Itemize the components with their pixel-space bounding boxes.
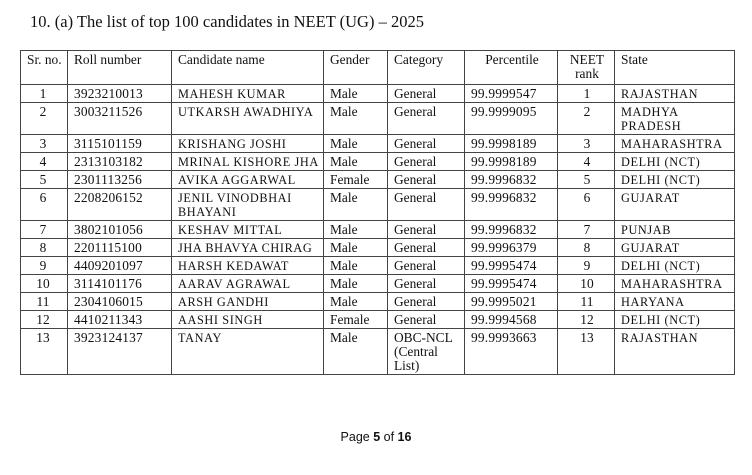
table-header-row bbox=[21, 51, 735, 85]
candidate-name-cell: AASHI SINGH bbox=[172, 311, 324, 329]
page-total: 16 bbox=[397, 430, 412, 444]
gender-cell: Male bbox=[324, 329, 388, 375]
roll-number-cell: 4410211343 bbox=[68, 311, 172, 329]
neet-rank-cell: 2 bbox=[558, 103, 615, 135]
percentile-cell: 99.9996832 bbox=[465, 171, 558, 189]
category-cell: OBC-NCL (Central List) bbox=[388, 329, 465, 375]
sr-no-cell: 5 bbox=[21, 171, 68, 189]
column-header-gender: Gender bbox=[324, 51, 388, 85]
candidate-name-cell: KESHAV MITTAL bbox=[172, 221, 324, 239]
column-header-neet-rank: NEET rank bbox=[558, 51, 615, 85]
state-cell: DELHI (NCT) bbox=[615, 311, 735, 329]
gender-cell: Male bbox=[324, 153, 388, 171]
column-header-category: Category bbox=[388, 51, 465, 85]
page-footer bbox=[0, 430, 752, 444]
sr-no-cell: 6 bbox=[21, 189, 68, 221]
category-cell: General bbox=[388, 221, 465, 239]
column-header-sr-no: Sr. no. bbox=[21, 51, 68, 85]
neet-rank-cell: 12 bbox=[558, 311, 615, 329]
sr-no-cell: 7 bbox=[21, 221, 68, 239]
gender-cell: Male bbox=[324, 293, 388, 311]
table-row bbox=[21, 85, 735, 103]
candidate-name-cell: KRISHANG JOSHI bbox=[172, 135, 324, 153]
page-current: 5 bbox=[373, 430, 381, 444]
state-cell: DELHI (NCT) bbox=[615, 171, 735, 189]
candidates-table bbox=[20, 50, 735, 375]
candidate-name-cell: MRINAL KISHORE JHA bbox=[172, 153, 324, 171]
category-cell: General bbox=[388, 257, 465, 275]
neet-rank-cell: 5 bbox=[558, 171, 615, 189]
column-header-roll-number: Roll number bbox=[68, 51, 172, 85]
sr-no-cell: 4 bbox=[21, 153, 68, 171]
roll-number-cell: 2201115100 bbox=[68, 239, 172, 257]
neet-rank-cell: 6 bbox=[558, 189, 615, 221]
percentile-cell: 99.9996832 bbox=[465, 189, 558, 221]
sr-no-cell: 9 bbox=[21, 257, 68, 275]
table-row bbox=[21, 239, 735, 257]
percentile-cell: 99.9995021 bbox=[465, 293, 558, 311]
state-cell: DELHI (NCT) bbox=[615, 153, 735, 171]
percentile-cell: 99.9993663 bbox=[465, 329, 558, 375]
table-row bbox=[21, 257, 735, 275]
gender-cell: Male bbox=[324, 221, 388, 239]
table-row bbox=[21, 329, 735, 375]
page-label: Page bbox=[340, 430, 374, 444]
neet-rank-cell: 3 bbox=[558, 135, 615, 153]
roll-number-cell: 3115101159 bbox=[68, 135, 172, 153]
candidate-name-cell: AVIKA AGGARWAL bbox=[172, 171, 324, 189]
sr-no-cell: 3 bbox=[21, 135, 68, 153]
gender-cell: Male bbox=[324, 275, 388, 293]
percentile-cell: 99.9998189 bbox=[465, 153, 558, 171]
category-cell: General bbox=[388, 153, 465, 171]
gender-cell: Male bbox=[324, 239, 388, 257]
roll-number-cell: 3923210013 bbox=[68, 85, 172, 103]
state-cell: MAHARASHTRA bbox=[615, 275, 735, 293]
sr-no-cell: 8 bbox=[21, 239, 68, 257]
state-cell: MADHYA PRADESH bbox=[615, 103, 735, 135]
percentile-cell: 99.9999547 bbox=[465, 85, 558, 103]
percentile-cell: 99.9995474 bbox=[465, 257, 558, 275]
column-header-state: State bbox=[615, 51, 735, 85]
state-cell: GUJARAT bbox=[615, 239, 735, 257]
category-cell: General bbox=[388, 311, 465, 329]
table-row bbox=[21, 189, 735, 221]
table-row bbox=[21, 275, 735, 293]
gender-cell: Female bbox=[324, 311, 388, 329]
category-cell: General bbox=[388, 103, 465, 135]
candidate-name-cell: ARSH GANDHI bbox=[172, 293, 324, 311]
category-cell: General bbox=[388, 85, 465, 103]
table-row bbox=[21, 221, 735, 239]
gender-cell: Male bbox=[324, 189, 388, 221]
category-cell: General bbox=[388, 171, 465, 189]
percentile-cell: 99.9995474 bbox=[465, 275, 558, 293]
neet-rank-cell: 9 bbox=[558, 257, 615, 275]
category-cell: General bbox=[388, 189, 465, 221]
neet-rank-cell: 13 bbox=[558, 329, 615, 375]
percentile-cell: 99.9996832 bbox=[465, 221, 558, 239]
percentile-cell: 99.9999095 bbox=[465, 103, 558, 135]
state-cell: GUJARAT bbox=[615, 189, 735, 221]
roll-number-cell: 3923124137 bbox=[68, 329, 172, 375]
gender-cell: Male bbox=[324, 135, 388, 153]
sr-no-cell: 10 bbox=[21, 275, 68, 293]
neet-rank-cell: 4 bbox=[558, 153, 615, 171]
category-cell: General bbox=[388, 275, 465, 293]
state-cell: RAJASTHAN bbox=[615, 329, 735, 375]
sr-no-cell: 1 bbox=[21, 85, 68, 103]
table-row bbox=[21, 171, 735, 189]
neet-rank-cell: 10 bbox=[558, 275, 615, 293]
candidate-name-cell: JENIL VINODBHAI BHAYANI bbox=[172, 189, 324, 221]
roll-number-cell: 3114101176 bbox=[68, 275, 172, 293]
table-row bbox=[21, 311, 735, 329]
candidate-name-cell: TANAY bbox=[172, 329, 324, 375]
state-cell: PUNJAB bbox=[615, 221, 735, 239]
gender-cell: Male bbox=[324, 103, 388, 135]
category-cell: General bbox=[388, 293, 465, 311]
state-cell: DELHI (NCT) bbox=[615, 257, 735, 275]
neet-rank-cell: 11 bbox=[558, 293, 615, 311]
candidate-name-cell: UTKARSH AWADHIYA bbox=[172, 103, 324, 135]
percentile-cell: 99.9996379 bbox=[465, 239, 558, 257]
roll-number-cell: 2208206152 bbox=[68, 189, 172, 221]
percentile-cell: 99.9998189 bbox=[465, 135, 558, 153]
percentile-cell: 99.9994568 bbox=[465, 311, 558, 329]
sr-no-cell: 13 bbox=[21, 329, 68, 375]
neet-rank-cell: 1 bbox=[558, 85, 615, 103]
roll-number-cell: 3802101056 bbox=[68, 221, 172, 239]
neet-rank-cell: 7 bbox=[558, 221, 615, 239]
category-cell: General bbox=[388, 239, 465, 257]
table-row bbox=[21, 153, 735, 171]
roll-number-cell: 3003211526 bbox=[68, 103, 172, 135]
gender-cell: Female bbox=[324, 171, 388, 189]
roll-number-cell: 2313103182 bbox=[68, 153, 172, 171]
section-heading: 10. (a) The list of top 100 candidates in NEET (UG) – 2025 bbox=[30, 12, 424, 31]
roll-number-cell: 4409201097 bbox=[68, 257, 172, 275]
column-header-percentile: Percentile bbox=[465, 51, 558, 85]
page-of-label: of bbox=[380, 430, 398, 444]
gender-cell: Male bbox=[324, 85, 388, 103]
roll-number-cell: 2301113256 bbox=[68, 171, 172, 189]
table-row bbox=[21, 135, 735, 153]
candidate-name-cell: MAHESH KUMAR bbox=[172, 85, 324, 103]
roll-number-cell: 2304106015 bbox=[68, 293, 172, 311]
sr-no-cell: 11 bbox=[21, 293, 68, 311]
column-header-candidate-name: Candidate name bbox=[172, 51, 324, 85]
sr-no-cell: 12 bbox=[21, 311, 68, 329]
neet-rank-cell: 8 bbox=[558, 239, 615, 257]
state-cell: HARYANA bbox=[615, 293, 735, 311]
table-row bbox=[21, 103, 735, 135]
table-row bbox=[21, 293, 735, 311]
state-cell: RAJASTHAN bbox=[615, 85, 735, 103]
category-cell: General bbox=[388, 135, 465, 153]
candidate-name-cell: HARSH KEDAWAT bbox=[172, 257, 324, 275]
gender-cell: Male bbox=[324, 257, 388, 275]
sr-no-cell: 2 bbox=[21, 103, 68, 135]
state-cell: MAHARASHTRA bbox=[615, 135, 735, 153]
candidate-name-cell: JHA BHAVYA CHIRAG bbox=[172, 239, 324, 257]
candidate-name-cell: AARAV AGRAWAL bbox=[172, 275, 324, 293]
